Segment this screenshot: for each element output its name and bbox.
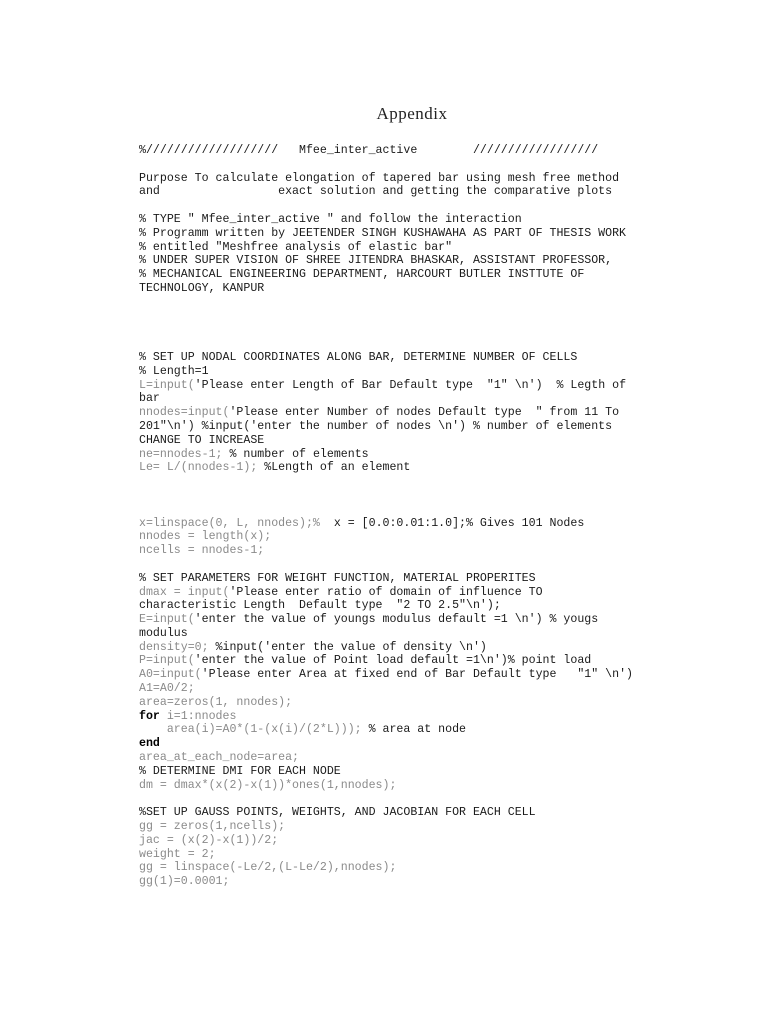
code-token: 'Please enter Area at fixed end of Bar Default type "1" \n') [201, 668, 633, 682]
code-line: dm = dmax*(x(2)-x(1))*ones(1,nnodes); [139, 778, 397, 792]
code-line [139, 641, 699, 655]
code-token: % area at node [361, 723, 467, 737]
code-token: E=input( [139, 613, 195, 627]
code-line [139, 710, 699, 724]
spacer [139, 489, 699, 503]
code-line [139, 586, 699, 600]
code-line: A1=A0/2; [139, 682, 195, 696]
code-line: 201"\n') %input('enter the number of nodes \n') % number of elements [139, 419, 613, 433]
code-token: x = [0.0:0.01:1.0];% Gives 101 Nodes [319, 516, 585, 530]
spacer [139, 792, 699, 806]
keyword: for [139, 709, 160, 723]
spacer [139, 158, 699, 172]
code-token: % number of elements [222, 447, 369, 461]
code-token: x=linspace(0, L, nnodes);% [139, 516, 320, 530]
code-line: % DETERMINE DMI FOR EACH NODE [139, 764, 341, 778]
code-token: 'Please enter Number of nodes Default type " from 11 To [229, 406, 620, 420]
code-token: density=0; [139, 640, 209, 654]
code-line [139, 406, 699, 420]
code-token: area(i)=A0*(1-(x(i)/(2*L))); [139, 723, 362, 737]
spacer [139, 475, 699, 489]
code-line: weight = 2; [139, 847, 216, 861]
code-line: %SET UP GAUSS POINTS, WEIGHTS, AND JACOBIAN FOR EACH CELL [139, 806, 536, 820]
code-token: 'enter the value of youngs modulus default =1 \n') % yougs [194, 613, 599, 627]
code-line [139, 613, 699, 627]
spacer [139, 323, 699, 337]
code-token: 'enter the value of Point load default =1\n')% point load [194, 654, 592, 668]
code-line [139, 461, 699, 475]
code-line: % Length=1 [139, 364, 209, 378]
code-line: jac = (x(2)-x(1))/2; [139, 833, 279, 847]
code-line [139, 654, 699, 668]
code-token: A0=input( [139, 668, 202, 682]
spacer [139, 337, 699, 351]
code-listing [139, 144, 699, 889]
code-line [139, 448, 699, 462]
keyword: end [139, 737, 160, 751]
comment-line: % UNDER SUPER VISION OF SHREE JITENDRA BHASKAR, ASSISTANT PROFESSOR, [139, 254, 613, 268]
code-token: ne=nnodes-1; [139, 447, 223, 461]
code-line: gg(1)=0.0001; [139, 875, 230, 889]
code-token: P=input( [139, 654, 195, 668]
code-token: 'Please enter ratio of domain of influence TO [229, 585, 543, 599]
code-line: % SET PARAMETERS FOR WEIGHT FUNCTION, MATERIAL PROPERITES [139, 571, 536, 585]
code-line: characteristic Length Default type "2 TO 2.5"\n'); [139, 599, 501, 613]
code-line: CHANGE TO INCREASE [139, 433, 265, 447]
comment-line: % MECHANICAL ENGINEERING DEPARTMENT, HARCOURT BUTLER INSTTUTE OF [139, 268, 585, 282]
code-line: % SET UP NODAL COORDINATES ALONG BAR, DETERMINE NUMBER OF CELLS [139, 350, 578, 364]
spacer [139, 503, 699, 517]
code-token: %input('enter the value of density \n') [208, 640, 487, 654]
code-line: modulus [139, 626, 188, 640]
code-token: i=1:nnodes [159, 709, 237, 723]
code-line: area=zeros(1, nnodes); [139, 695, 293, 709]
spacer [139, 296, 699, 310]
comment-line: TECHNOLOGY, KANPUR [139, 281, 265, 295]
code-line: nnodes = length(x); [139, 530, 272, 544]
purpose-line: and exact solution and getting the comparative plots [139, 185, 613, 199]
purpose-line: Purpose To calculate elongation of tapered bar using mesh free method [139, 171, 620, 185]
code-line: bar [139, 392, 160, 406]
code-line: gg = linspace(-Le/2,(L-Le/2),nnodes); [139, 861, 397, 875]
spacer [139, 310, 699, 324]
code-line [139, 517, 699, 531]
code-token: nnodes=input( [139, 406, 230, 420]
comment-line: % TYPE " Mfee_inter_active " and follow the interaction [139, 212, 522, 226]
code-token: %Length of an element [257, 461, 411, 475]
spacer [139, 558, 699, 572]
code-token: L=input( [139, 378, 195, 392]
code-token: 'Please enter Length of Bar Default type "1" \n') % Legth of [194, 378, 627, 392]
header-line: %/////////////////// Mfee_inter_active ////////////////// [139, 144, 599, 157]
code-line [139, 668, 699, 682]
code-line [139, 379, 699, 393]
code-token: dmax = input( [139, 585, 230, 599]
code-line: ncells = nnodes-1; [139, 544, 265, 558]
code-token: Le= L/(nnodes-1); [139, 461, 258, 475]
comment-line: % Programm written by JEETENDER SINGH KUSHAWAHA AS PART OF THESIS WORK [139, 226, 627, 240]
code-line [139, 737, 699, 751]
code-line [139, 723, 699, 737]
spacer [139, 199, 699, 213]
code-line: area_at_each_node=area; [139, 751, 300, 765]
comment-line: % entitled "Meshfree analysis of elastic bar" [139, 240, 453, 254]
code-line: gg = zeros(1,ncells); [139, 820, 286, 834]
page-title: Appendix [376, 104, 448, 123]
